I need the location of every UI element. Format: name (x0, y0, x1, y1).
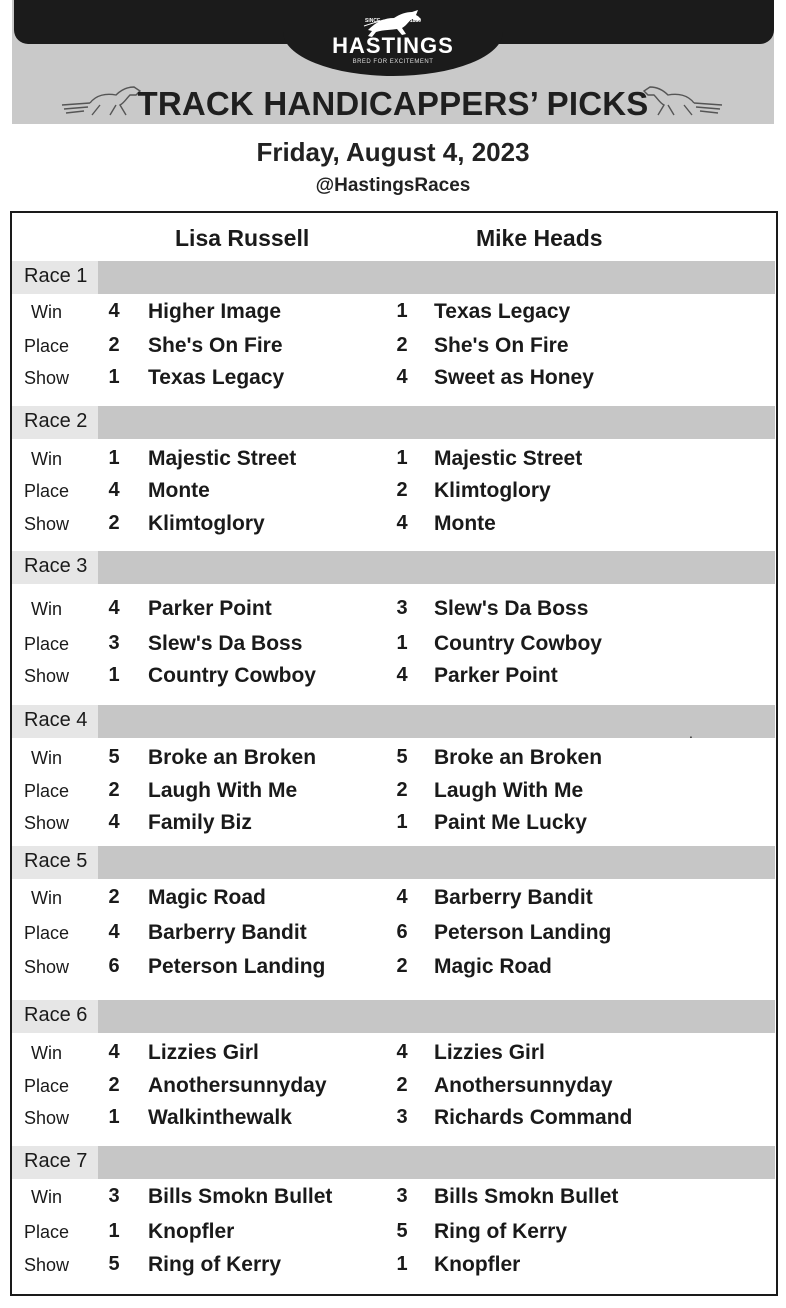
pick-horse-lisa: Klimtoglory (148, 512, 265, 535)
pick-number-lisa: 1 (108, 1220, 120, 1242)
pick-number-lisa: 4 (108, 479, 120, 501)
pick-number-mike: 4 (396, 886, 408, 908)
finish-position: Win (31, 748, 62, 768)
race-band (12, 551, 775, 584)
race-band (12, 261, 775, 294)
race-band (12, 846, 775, 879)
page-title: TRACK HANDICAPPERS’ PICKS (137, 85, 649, 122)
pick-horse-mike: Barberry Bandit (434, 886, 593, 909)
handicapper-name-1: Lisa Russell (175, 225, 310, 251)
pick-number-mike: 2 (396, 1074, 408, 1096)
race-label: Race 4 (24, 709, 88, 731)
pick-number-mike: 4 (396, 1041, 408, 1063)
pick-horse-mike: Klimtoglory (434, 479, 551, 502)
race-band (12, 406, 775, 439)
pick-number-mike: 3 (396, 597, 408, 619)
pick-horse-mike: She's On Fire (434, 334, 569, 357)
pick-horse-lisa: Peterson Landing (148, 955, 326, 978)
brand-name: HASTINGS (332, 33, 454, 58)
pick-number-lisa: 5 (108, 1253, 120, 1275)
pick-horse-mike: Bills Smokn Bullet (434, 1185, 619, 1208)
pick-horse-mike: Majestic Street (434, 447, 583, 470)
pick-number-mike: 4 (396, 512, 408, 534)
race-band (12, 705, 775, 738)
pick-number-lisa: 4 (108, 300, 120, 322)
pick-horse-lisa: Texas Legacy (148, 366, 285, 389)
pick-horse-lisa: Family Biz (148, 811, 252, 834)
pick-number-lisa: 3 (108, 632, 120, 654)
pick-number-lisa: 2 (108, 886, 120, 908)
race-label: Race 7 (24, 1150, 88, 1172)
pick-horse-lisa: Majestic Street (148, 447, 297, 470)
pick-number-lisa: 1 (108, 366, 120, 388)
race-label: Race 6 (24, 1004, 88, 1026)
pick-number-lisa: 2 (108, 1074, 120, 1096)
race-label: Race 1 (24, 265, 88, 287)
race-label: Race 5 (24, 850, 88, 872)
finish-position: Place (24, 1076, 70, 1096)
pick-horse-mike: Richards Command (434, 1106, 633, 1129)
stray-mark: . (689, 725, 693, 741)
pick-number-lisa: 1 (108, 447, 120, 469)
race-band (12, 1000, 775, 1033)
finish-position: Show (24, 957, 70, 977)
pick-number-mike: 3 (396, 1106, 408, 1128)
finish-position: Win (31, 1043, 62, 1063)
pick-number-mike: 1 (396, 447, 408, 469)
handicapper-name-2: Mike Heads (476, 225, 603, 251)
pick-number-mike: 2 (396, 779, 408, 801)
finish-position: Win (31, 599, 62, 619)
pick-number-lisa: 1 (108, 1106, 120, 1128)
pick-number-lisa: 4 (108, 921, 120, 943)
pick-horse-mike: Texas Legacy (434, 300, 571, 323)
pick-horse-lisa: Parker Point (148, 597, 272, 620)
pick-horse-mike: Knopfler (434, 1253, 521, 1276)
pick-number-mike: 2 (396, 479, 408, 501)
finish-position: Place (24, 923, 70, 943)
pick-horse-mike: Paint Me Lucky (434, 811, 587, 834)
pick-number-lisa: 5 (108, 746, 120, 768)
pick-number-mike: 5 (396, 1220, 408, 1242)
pick-number-mike: 6 (396, 921, 408, 943)
pick-horse-mike: Sweet as Honey (434, 366, 594, 389)
finish-position: Show (24, 813, 70, 833)
finish-position: Win (31, 1187, 62, 1207)
pick-number-lisa: 4 (108, 811, 120, 833)
pick-horse-mike: Ring of Kerry (434, 1220, 568, 1243)
finish-position: Show (24, 666, 70, 686)
pick-horse-mike: Lizzies Girl (434, 1041, 545, 1064)
pick-horse-mike: Parker Point (434, 664, 558, 687)
since-text: SINCE (365, 18, 381, 24)
pick-number-mike: 2 (396, 955, 408, 977)
pick-horse-lisa: Laugh With Me (148, 779, 298, 802)
pick-number-mike: 1 (396, 632, 408, 654)
pick-horse-lisa: Broke an Broken (148, 746, 317, 769)
finish-position: Win (31, 449, 62, 469)
running-horse-right-icon (642, 83, 724, 119)
pick-number-lisa: 2 (108, 512, 120, 534)
pick-horse-mike: Magic Road (434, 955, 552, 978)
brand-tagline: BRED FOR EXCITEMENT (352, 59, 434, 65)
finish-position: Win (31, 302, 62, 322)
pick-number-mike: 5 (396, 746, 408, 768)
pick-horse-lisa: Barberry Bandit (148, 921, 307, 944)
pick-number-lisa: 2 (108, 779, 120, 801)
pick-horse-lisa: She's On Fire (148, 334, 283, 357)
pick-number-mike: 3 (396, 1185, 408, 1207)
pick-number-lisa: 6 (108, 955, 120, 977)
since-year: 1889 (409, 18, 421, 24)
finish-position: Place (24, 336, 70, 356)
pick-horse-lisa: Walkinthewalk (148, 1106, 292, 1129)
finish-position: Place (24, 634, 70, 654)
pick-horse-lisa: Lizzies Girl (148, 1041, 259, 1064)
pick-horse-mike: Anothersunnyday (434, 1074, 613, 1097)
finish-position: Place (24, 781, 70, 801)
race-label: Race 2 (24, 410, 88, 432)
pick-horse-lisa: Bills Smokn Bullet (148, 1185, 333, 1208)
pick-horse-mike: Laugh With Me (434, 779, 584, 802)
pick-number-mike: 4 (396, 366, 408, 388)
pick-horse-lisa: Monte (148, 479, 210, 502)
finish-position: Place (24, 1222, 70, 1242)
finish-position: Win (31, 888, 62, 908)
pick-horse-mike: Country Cowboy (434, 632, 602, 655)
race-date: Friday, August 4, 2023 (256, 137, 530, 167)
pick-horse-lisa: Knopfler (148, 1220, 235, 1243)
pick-horse-mike: Monte (434, 512, 496, 535)
pick-horse-lisa: Anothersunnyday (148, 1074, 327, 1097)
pick-number-lisa: 4 (108, 1041, 120, 1063)
finish-position: Show (24, 514, 70, 534)
pick-horse-mike: Peterson Landing (434, 921, 612, 944)
pick-number-mike: 1 (396, 811, 408, 833)
finish-position: Place (24, 481, 70, 501)
pick-number-lisa: 1 (108, 664, 120, 686)
pick-horse-lisa: Country Cowboy (148, 664, 316, 687)
pick-horse-mike: Broke an Broken (434, 746, 603, 769)
finish-position: Show (24, 1255, 70, 1275)
logo-since (365, 18, 421, 24)
pick-number-lisa: 4 (108, 597, 120, 619)
pick-horse-lisa: Ring of Kerry (148, 1253, 282, 1276)
finish-position: Show (24, 1108, 70, 1128)
pick-number-mike: 1 (396, 1253, 408, 1275)
social-handle: @HastingsRaces (315, 175, 471, 196)
pick-number-lisa: 3 (108, 1185, 120, 1207)
pick-horse-lisa: Higher Image (148, 300, 282, 323)
race-band (12, 1146, 775, 1179)
pick-horse-mike: Slew's Da Boss (434, 597, 589, 620)
pick-number-mike: 1 (396, 300, 408, 322)
pick-horse-lisa: Slew's Da Boss (148, 632, 303, 655)
pick-number-mike: 2 (396, 334, 408, 356)
finish-position: Show (24, 368, 70, 388)
pick-number-mike: 4 (396, 664, 408, 686)
pick-number-lisa: 2 (108, 334, 120, 356)
race-label: Race 3 (24, 555, 88, 577)
pick-horse-lisa: Magic Road (148, 886, 266, 909)
